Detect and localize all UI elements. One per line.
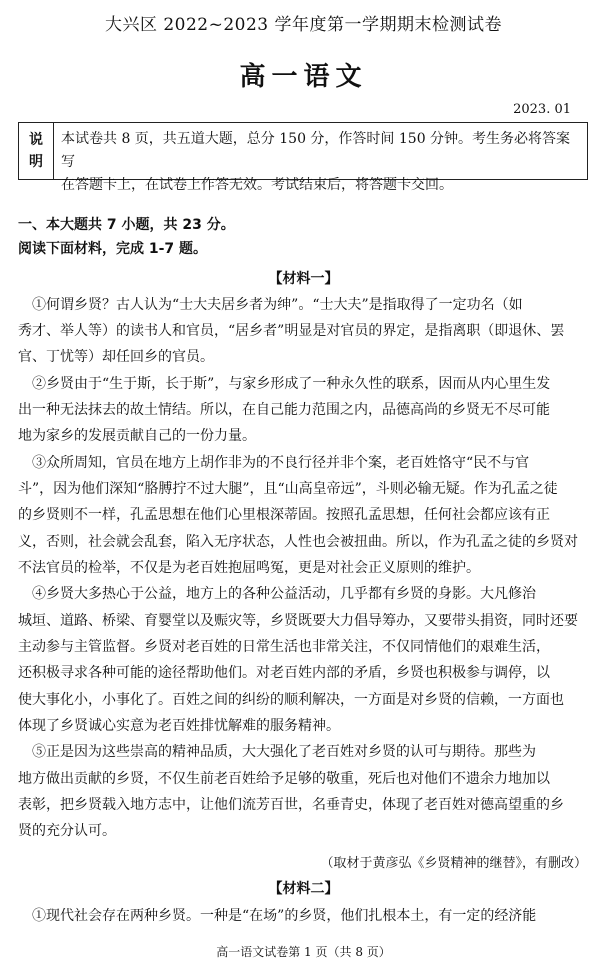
paragraph-line: ②乡贤由于“生于斯，长于斯”，与家乡形成了一种永久性的联系，因而从内心里生发 — [32, 376, 551, 392]
paragraph-line: 还积极寻求各种可能的途径帮助他们。对老百姓内部的矛盾，乡贤也积极参与调停，以 — [18, 665, 550, 681]
notice-text — [61, 128, 579, 197]
notice-box — [18, 122, 588, 193]
paragraph-line: 地方做出贡献的乡贤，不仅生前老百姓给予足够的敬重，死后也对他们不遗余力地加以 — [18, 771, 550, 787]
paragraph-line: 体现了乡贤诚心实意为老百姓排忧解难的服务精神。 — [18, 718, 340, 734]
paragraph-line: 表彰，把乡贤载入地方志中，让他们流芳百世，名垂青史，体现了老百姓对德高望重的乡 — [18, 797, 564, 813]
source-citation: （取材于黄彦弘《乡贤精神的继替》，有删改） — [320, 856, 587, 871]
material-1-heading: 【材料一】 — [268, 271, 339, 287]
paragraph-line: 主动参与主管监督。乡贤对老百姓的日常生活也非常关注，不仅同情他们的艰难生活， — [18, 639, 550, 655]
section-instruction: 阅读下面材料，完成 1-7 题。 — [18, 241, 208, 257]
paragraph-line: ①现代社会存在两种乡贤。一种是“在场”的乡贤，他们扎根本土，有一定的经济能 — [32, 908, 537, 924]
paragraph-line: ④乡贤大多热心于公益，地方上的各种公益活动，几乎都有乡贤的身影。大凡修治 — [32, 586, 536, 602]
notice-label-char: 明 — [29, 154, 43, 170]
material-2-heading: 【材料二】 — [268, 881, 339, 897]
paragraph-line: 不法官员的检举，不仅是为老百姓抱屈鸣冤，更是对社会正义原则的维护。 — [18, 560, 480, 576]
paragraph-line: 官、丁忧等）却任回乡的官员。 — [18, 349, 214, 365]
paragraph-line: 贤的充分认可。 — [18, 823, 116, 839]
paragraph-line: 斗”，因为他们深知“胳膊拧不过大腿”，且“山高皇帝远”，斗则必输无疑。作为孔孟之徒 — [18, 481, 558, 497]
paragraph-line: 义，否则，社会就会乱套，陷入无序状态，人性也会被扭曲。所以，作为孔孟之徒的乡贤对 — [18, 534, 578, 550]
paragraph-line: ①何谓乡贤？古人认为“士大夫居乡者为绅”。“士大夫”是指取得了一定功名（如 — [32, 297, 523, 313]
subject-title: 高一语文 — [239, 62, 368, 92]
paragraph-line: 使大事化小，小事化了。百姓之间的纠纷的顺利解决，一方面是对乡贤的信赖，一方面也 — [18, 692, 564, 708]
notice-label — [19, 123, 54, 179]
paragraph-line: 城垣、道路、桥梁、育婴堂以及赈灾等，乡贤既要大力倡导筹办，又要带头捐资，同时还要 — [18, 613, 578, 629]
exam-date: 2023. 01 — [513, 102, 571, 117]
notice-line: 在答题卡上，在试卷上作答无效。考试结束后，将答题卡交回。 — [61, 177, 453, 193]
section-title: 一、本大题共 7 小题，共 23 分。 — [18, 217, 235, 233]
paragraph-line: 地为家乡的发展贡献自己的一份力量。 — [18, 428, 256, 444]
notice-label-char: 说 — [29, 132, 43, 148]
paragraph-line: 的乡贤则不一样，孔孟思想在他们心里根深蒂固。按照孔孟思想，任何社会都应该有正 — [18, 507, 550, 523]
paragraph-line: ⑤正是因为这些崇高的精神品质，大大强化了老百姓对乡贤的认可与期待。那些为 — [32, 744, 536, 760]
exam-title: 大兴区 2022~2023 学年度第一学期期末检测试卷 — [104, 15, 503, 35]
paragraph-line: ③众所周知，官员在地方上胡作非为的不良行径并非个案，老百姓恪守“民不与官 — [32, 455, 530, 471]
paragraph-line: 出一种无法抹去的故土情结。所以，在自己能力范围之内，品德高尚的乡贤无不尽可能 — [18, 402, 550, 418]
page-footer: 高一语文试卷第 1 页（共 8 页） — [216, 945, 391, 959]
notice-line: 本试卷共 8 页，共五道大题，总分 150 分，作答时间 150 分钟。考生务必将答案写 — [61, 131, 571, 170]
paragraph-line: 秀才、举人等）的读书人和官员，“居乡者”明显是对官员的界定，是指离职（即退休、罢 — [18, 323, 565, 339]
